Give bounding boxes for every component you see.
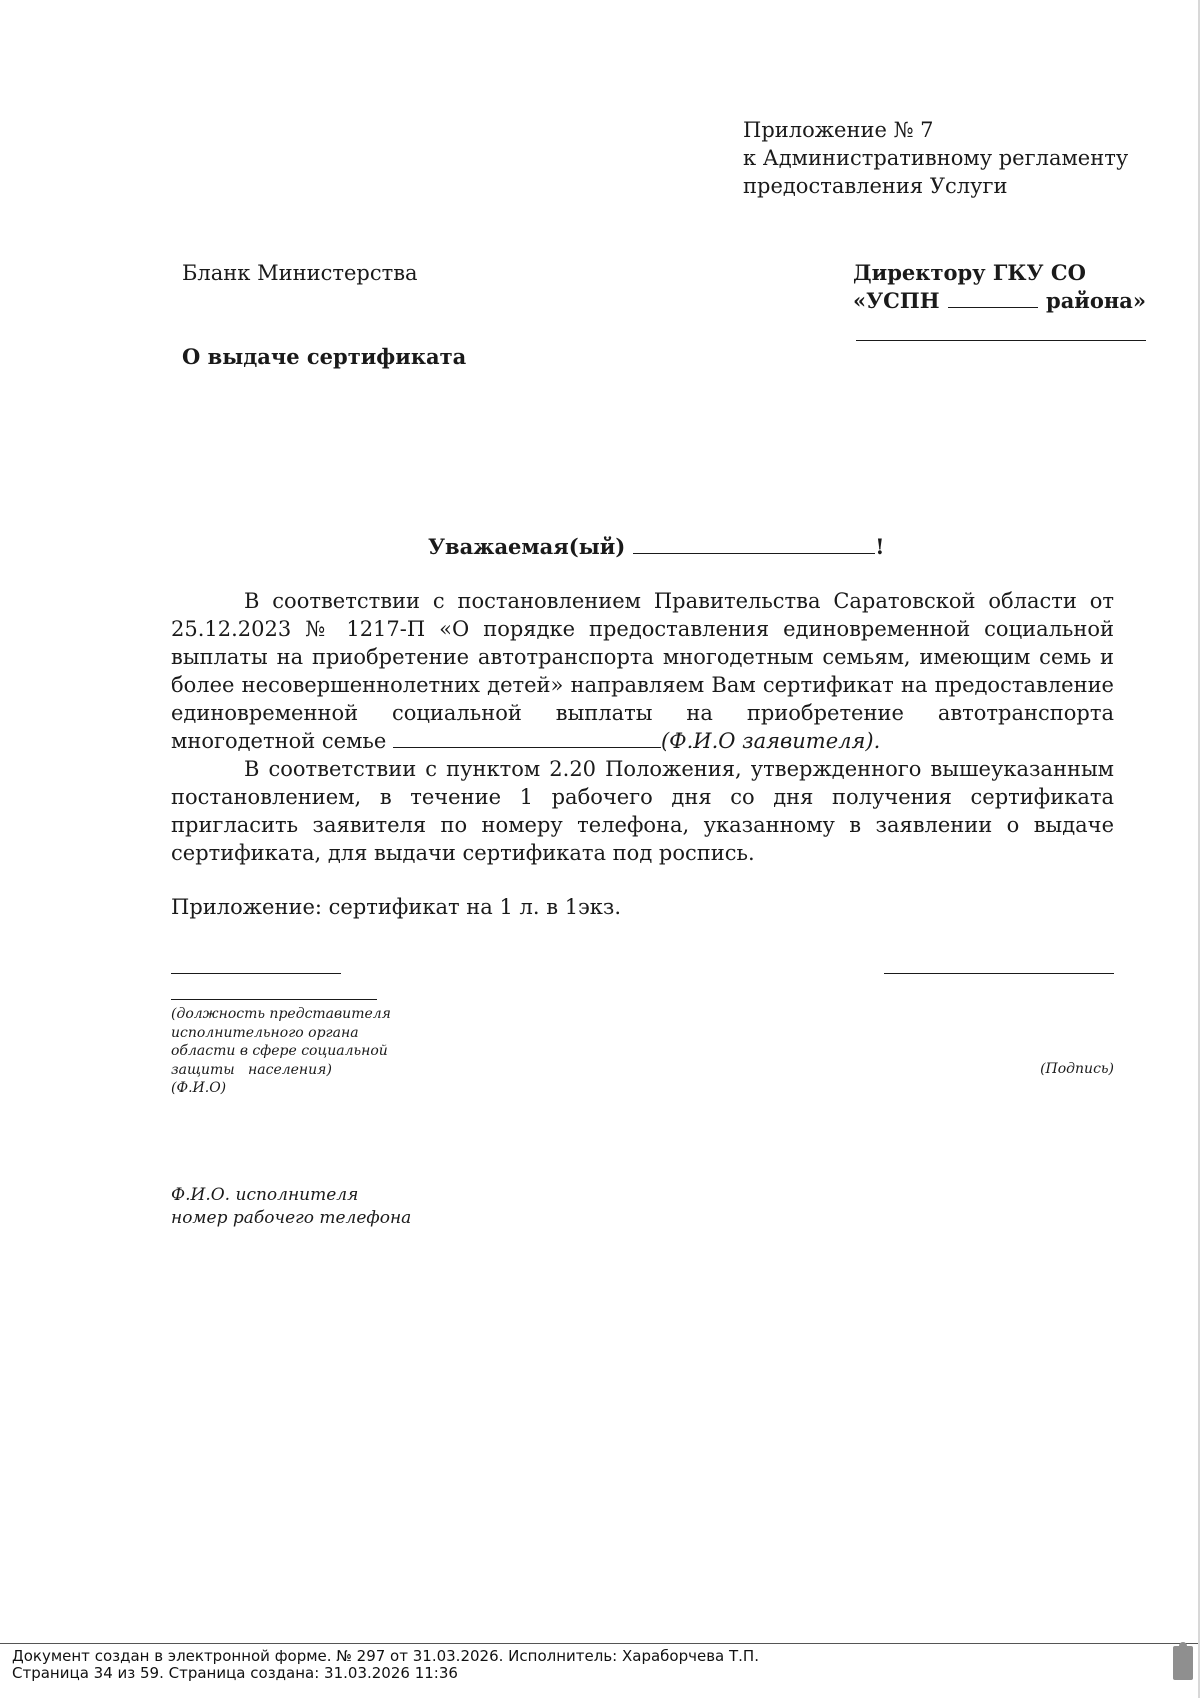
position-caption-line: (должность представителя <box>171 1006 391 1022</box>
letter-subject: О выдаче сертификата <box>182 344 467 369</box>
footer-line-1: Документ создан в электронной форме. № 297 от 31.03.2026. Исполнитель: Хараборчева Т.П. <box>12 1647 759 1665</box>
paragraph-1-text: В соответствии с постановлением Правительства Саратовской области от 25.12.2023 № 1217-П «О порядке предоставления единовременной социальной выплаты на приобретение автотранспорта многодетным семьям, имеющим семь и более несовершеннолетних детей» направляем Вам сертификат на предоставление единовременной социальной выплаты на приобретение автотранспорта многодетной семье <box>171 589 1114 753</box>
footer-line-2: Страница 34 из 59. Страница создана: 31.03.2026 11:36 <box>12 1664 458 1682</box>
appendix-reference: к Административному регламенту <box>743 146 1129 170</box>
recipient-name-blank <box>633 533 875 554</box>
executor-block <box>171 1184 411 1230</box>
salutation-suffix: ! <box>875 534 885 559</box>
position-blank-line <box>171 973 341 974</box>
ministry-blank-label: Бланк Министерства <box>182 261 418 285</box>
position-caption <box>171 1005 391 1098</box>
salutation <box>428 533 885 561</box>
executor-name: Ф.И.О. исполнителя <box>171 1185 359 1205</box>
addressee-prefix: «УСПН <box>853 288 940 313</box>
coat-of-arms-icon <box>1173 1646 1193 1680</box>
salutation-prefix: Уважаемая(ый) <box>428 534 626 559</box>
signature-caption: (Подпись) <box>1040 1061 1114 1077</box>
attachment-note: Приложение: сертификат на 1 л. в 1экз. <box>171 895 622 919</box>
footer-divider <box>0 1643 1198 1644</box>
addressee-block <box>853 259 1146 315</box>
executor-phone: номер рабочего телефона <box>171 1208 412 1228</box>
addressee-name-blank <box>856 340 1146 341</box>
district-blank <box>948 287 1038 308</box>
position-caption-line: исполнительного органа <box>171 1024 359 1041</box>
appendix-service: предоставления Услуги <box>743 174 1008 198</box>
signature-blank-line <box>884 973 1114 974</box>
addressee-line2 <box>853 287 1146 315</box>
applicant-name-blank <box>393 728 661 748</box>
addressee-line1: Директору ГКУ СО <box>853 260 1086 285</box>
body-paragraph-2: В соответствии с пунктом 2.20 Положения, утвержденного вышеуказанным постановлением, в течение 1 рабочего дня со дня получения сертификата пригласить заявителя по номеру телефона, указанному в заявлении о выдаче сертификата, для выдачи сертификата под роспись. <box>171 757 1114 865</box>
position-caption-line: области в сфере социальной <box>171 1043 388 1059</box>
addressee-suffix: района» <box>1046 288 1146 313</box>
letter-body <box>171 587 1114 867</box>
position-caption-line: защиты населения) <box>171 1061 332 1078</box>
position-blank-line-2 <box>171 999 377 1000</box>
appendix-header <box>743 116 1129 200</box>
appendix-title: Приложение № 7 <box>743 118 934 142</box>
applicant-name-hint: (Ф.И.О заявителя). <box>660 729 881 753</box>
position-caption-line: (Ф.И.О) <box>171 1080 227 1096</box>
document-footer <box>12 1648 759 1682</box>
body-paragraph-1 <box>171 587 1114 755</box>
